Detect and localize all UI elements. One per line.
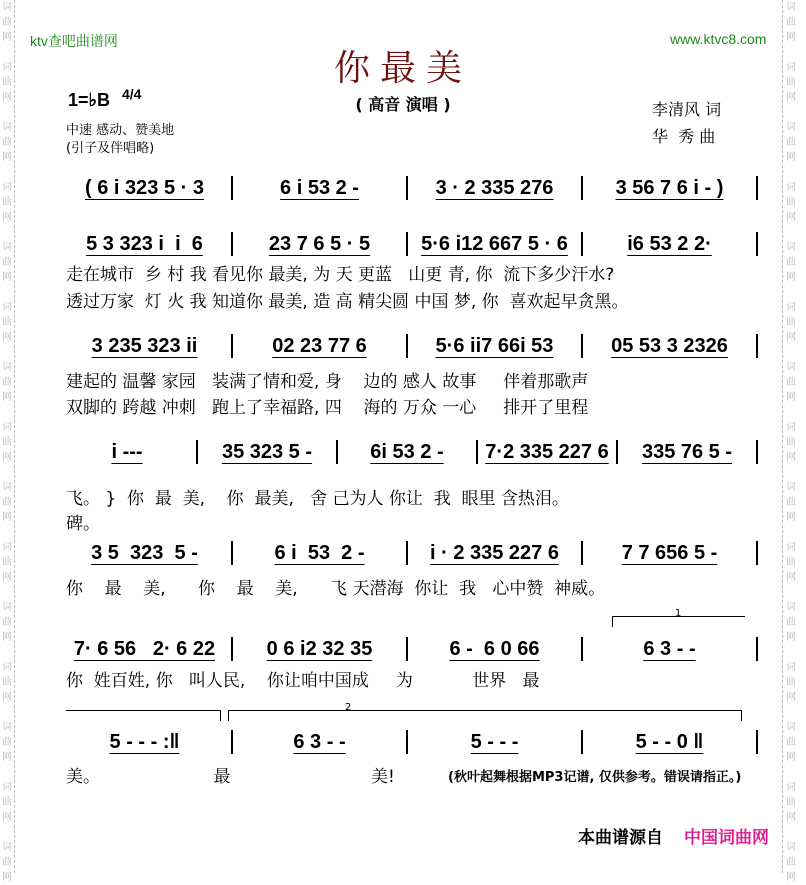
- lyric-line: 碑。: [66, 514, 100, 534]
- barline: [406, 176, 408, 200]
- barline: [756, 440, 758, 464]
- watermark-text: 词曲网: [2, 242, 12, 283]
- lyric-line: 飞。 } 你 最 美, 你 最美, 舍 己为人 你让 我 眼里 含热泪。: [66, 489, 569, 509]
- watermark-text: 词曲网: [2, 362, 12, 403]
- measure: 02 23 77 6: [272, 334, 367, 357]
- measure: 6 3 - -: [643, 637, 696, 660]
- measure: 3 5 323 5 -: [91, 541, 198, 564]
- tempo: 中速 感动、赞美地: [66, 123, 175, 138]
- key-signature: 1=♭B: [68, 90, 111, 110]
- measure: ( 6 i 323 5 · 3: [85, 176, 204, 199]
- barline: [196, 440, 198, 464]
- measure: i6 53 2 2·: [627, 232, 712, 255]
- watermark-text: 词曲网: [786, 782, 796, 823]
- watermark-text: 词曲网: [2, 302, 12, 343]
- measure: 7· 6 56 2· 6 22: [73, 637, 216, 660]
- watermark-text: 词曲网: [786, 422, 796, 463]
- measure: 5·6 i12 667 5 · 6: [421, 232, 568, 255]
- notation-row: [62, 334, 762, 358]
- lyric-line: 美。 最 美!: [66, 767, 395, 787]
- barline: [756, 730, 758, 754]
- notation-row: [62, 232, 762, 256]
- watermark-text: 词曲网: [786, 302, 796, 343]
- measure: 5 - - -: [470, 730, 519, 753]
- notation-row: [62, 541, 762, 565]
- watermark-text: 词曲网: [2, 722, 12, 763]
- watermark-text: 词曲网: [2, 782, 12, 823]
- site-left-link[interactable]: ktv查吧曲谱网: [30, 33, 118, 49]
- watermark-text: 词曲网: [2, 122, 12, 163]
- barline: [231, 232, 233, 256]
- lyric-line: 你 姓百姓, 你 叫人民, 你让咱中国成 为 世界 最: [66, 671, 540, 691]
- watermark-text: 词曲网: [786, 842, 796, 883]
- song-title: 你最美: [333, 48, 472, 89]
- measure: 6 i 53 2 -: [280, 176, 359, 199]
- watermark-text: 词曲网: [786, 482, 796, 523]
- measure: 3 · 2 335 276: [435, 176, 554, 199]
- barline: [581, 334, 583, 358]
- site-right-link[interactable]: www.ktvc8.com: [670, 31, 767, 47]
- lyric-line: 双脚的 跨越 冲刺 跑上了幸福路, 四 海的 万众 一心 排开了里程: [66, 398, 589, 418]
- measure: 35 323 5 -: [221, 440, 313, 463]
- measure: i · 2 335 227 6: [430, 541, 559, 564]
- watermark-text: 词曲网: [2, 662, 12, 703]
- measure: 7 7 656 5 -: [621, 541, 718, 564]
- watermark-text: 词曲网: [2, 602, 12, 643]
- measure: 6 i 53 2 -: [274, 541, 365, 564]
- measure: 5 - - 0 ‖: [635, 730, 704, 753]
- subtitle: ( 高音 演唱 ): [355, 95, 451, 114]
- measure: 5·6 ii7 66i 53: [435, 334, 554, 357]
- barline: [581, 730, 583, 754]
- barline: [756, 541, 758, 565]
- barline: [756, 637, 758, 661]
- lyric-line: 走在城市 乡 村 我 看见你 最美, 为 天 更蓝 山更 青, 你 流下多少汗水?: [66, 265, 615, 285]
- footer-site-link[interactable]: 中国词曲网: [684, 828, 769, 848]
- watermark-text: 词曲网: [786, 122, 796, 163]
- watermark-text: 词曲网: [2, 182, 12, 223]
- watermark-text: 词曲网: [786, 362, 796, 403]
- measure: 6i 53 2 -: [370, 440, 444, 463]
- barline: [406, 541, 408, 565]
- composer: 华 秀 曲: [652, 127, 716, 146]
- barline: [231, 541, 233, 565]
- barline: [406, 730, 408, 754]
- transcription-note: (秋叶起舞根据MP3记谱, 仅供参考。错误请指正。): [448, 770, 742, 785]
- measure: 0 6 i2 32 35: [266, 637, 373, 660]
- barline: [406, 334, 408, 358]
- barline: [581, 541, 583, 565]
- lyric-line: 建起的 温馨 家园 装满了情和爱, 身 边的 感人 故事 伴着那歌声: [66, 372, 589, 392]
- watermark-text: 词曲网: [2, 542, 12, 583]
- watermark-text: 词曲网: [786, 62, 796, 103]
- measure: 335 76 5 -: [641, 440, 733, 463]
- measure: 7·2 335 227 6: [485, 440, 609, 463]
- barline: [476, 440, 478, 464]
- barline: [336, 440, 338, 464]
- watermark-text: 词曲网: [2, 842, 12, 883]
- measure: 5 3 323 i i 6: [86, 232, 203, 255]
- barline: [756, 334, 758, 358]
- measure: 5 - - - :‖: [109, 730, 180, 753]
- volta-1: 1: [612, 616, 745, 627]
- notation-row: [62, 440, 762, 464]
- watermark-text: 词曲网: [786, 662, 796, 703]
- watermark-text: 词曲网: [786, 182, 796, 223]
- notation-row: [62, 730, 762, 754]
- barline: [406, 637, 408, 661]
- watermark-text: 词曲网: [786, 2, 796, 43]
- watermark-text: 词曲网: [2, 62, 12, 103]
- notation-row: [62, 637, 762, 661]
- barline: [231, 637, 233, 661]
- notation-row: [62, 176, 762, 200]
- measure: 3 56 7 6 i - ): [615, 176, 724, 199]
- measure: 3 235 323 ii: [91, 334, 198, 357]
- intro-note: (引子及伴唱略): [66, 141, 155, 156]
- barline: [756, 176, 758, 200]
- lyric-line: 你 最 美, 你 最 美, 飞 天潜海 你让 我 心中赞 神威。: [66, 579, 606, 599]
- left-border: [14, 0, 15, 873]
- time-signature: 4/4: [122, 86, 142, 102]
- measure: 6 - 6 0 66: [449, 637, 540, 660]
- barline: [756, 232, 758, 256]
- barline: [406, 232, 408, 256]
- watermark-text: 词曲网: [786, 602, 796, 643]
- barline: [231, 334, 233, 358]
- watermark-text: 词曲网: [2, 2, 12, 43]
- barline: [231, 176, 233, 200]
- barline: [231, 730, 233, 754]
- measure: 6 3 - -: [293, 730, 346, 753]
- watermark-text: 词曲网: [786, 242, 796, 283]
- right-border: [782, 0, 783, 873]
- barline: [581, 232, 583, 256]
- lyric-line: 透过万家 灯 火 我 知道你 最美, 造 高 精尖圆 中国 梦, 你 喜欢起早贪黑。: [66, 292, 629, 312]
- volta-1-end: [66, 710, 221, 721]
- watermark-text: 词曲网: [786, 542, 796, 583]
- measure: i ---: [111, 440, 143, 463]
- footer-source: 本曲谱源自: [578, 828, 663, 848]
- lyricist: 李清风 词: [652, 100, 722, 119]
- watermark-text: 词曲网: [786, 722, 796, 763]
- measure: 05 53 3 2326: [611, 334, 728, 357]
- watermark-text: 词曲网: [2, 482, 12, 523]
- barline: [581, 637, 583, 661]
- volta-2: 2: [228, 710, 742, 721]
- barline: [581, 176, 583, 200]
- watermark-text: 词曲网: [2, 422, 12, 463]
- measure: 23 7 6 5 · 5: [268, 232, 371, 255]
- barline: [616, 440, 618, 464]
